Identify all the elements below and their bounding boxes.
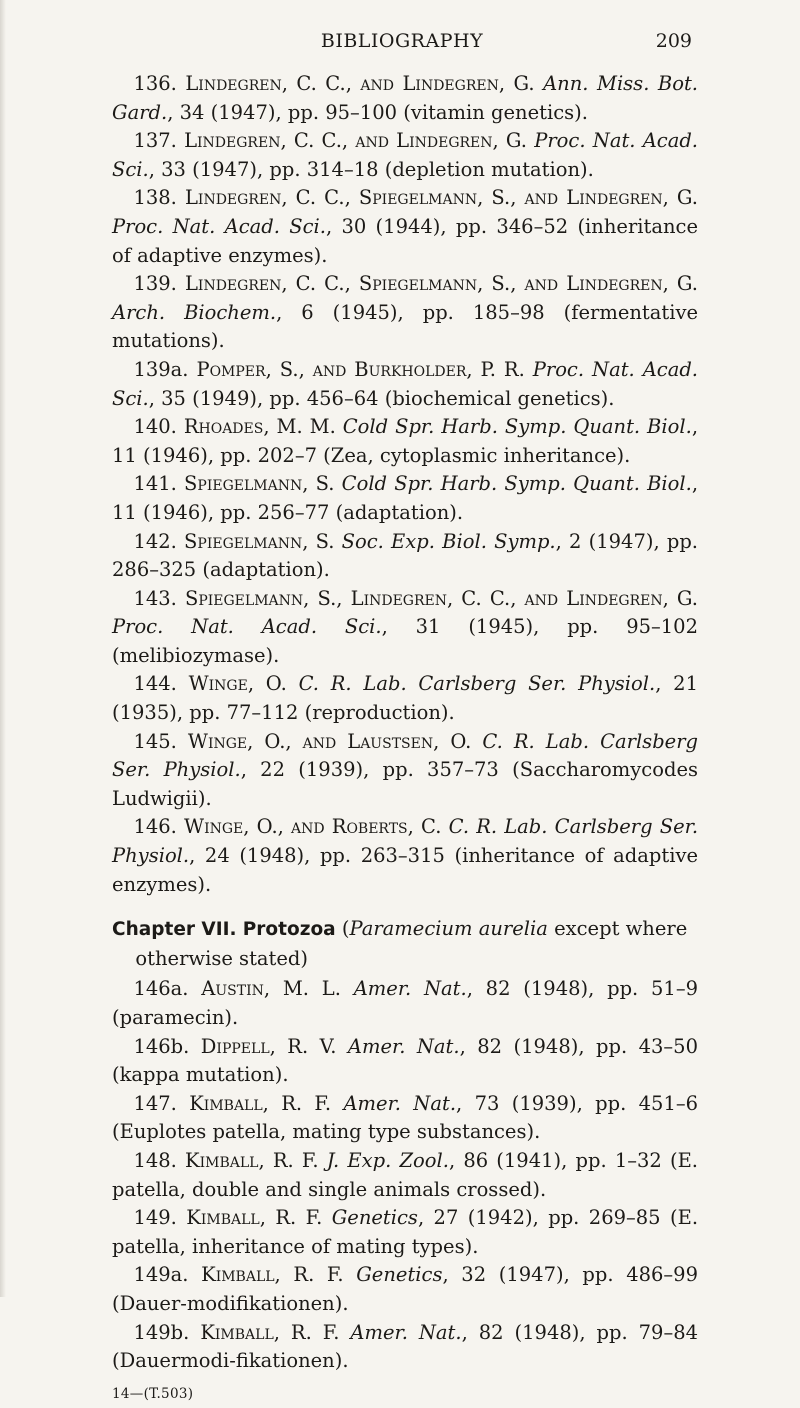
entry-authors: Spiegelmann, S. (184, 529, 335, 553)
entry-authors: Winge, O., and Roberts, C. (184, 815, 442, 839)
chapter-heading: Chapter VII. Protozoa (Paramecium aurelia except where otherwise stated) (112, 917, 688, 970)
entry-journal: C. R. Lab. Carlsberg Ser. Physiol. (112, 729, 699, 782)
bibliography-entry (112, 813, 698, 899)
entry-authors: Pomper, S., and Burkholder, P. R. (196, 357, 525, 381)
entry-journal: Proc. Nat. Acad. Sci. (112, 357, 699, 410)
entry-authors: Lindegren, C. C., and Lindegren, G. (184, 129, 528, 153)
entry-list (112, 975, 698, 1375)
chapter-subtitle-rest: except where otherwise stated) (135, 917, 688, 970)
entry-authors: Kimball, R. F. (186, 1206, 323, 1230)
entry-authors: Kimball, R. F. (185, 1148, 319, 1172)
bibliography-entry (112, 1319, 698, 1376)
entry-details: , 11 (1946), pp. 256–77 (adaptation). (112, 472, 699, 524)
entry-details: , 11 (1946), pp. 202–7 (Zea, cytoplasmic inheritance). (112, 415, 699, 467)
page-edge (0, 0, 6, 1297)
bibliography-entry (112, 1147, 698, 1204)
page-header (112, 30, 692, 56)
bibliography-entry (112, 975, 698, 1032)
entry-authors: Winge, O., and Laustsen, O. (187, 729, 472, 753)
entry-details: , 82 (1948), pp. 51–9 (paramecin). (112, 977, 698, 1029)
entry-details: , 21 (1935), pp. 77–112 (reproduction). (112, 672, 698, 725)
entry-authors: Winge, O. (188, 672, 287, 696)
printer-signature: 14—(T.503) (112, 1385, 194, 1402)
entry-authors: Kimball, R. F. (189, 1091, 332, 1115)
entry-number: 141. (133, 472, 177, 496)
entry-details: , 35 (1949), pp. 456–64 (biochemical genetics). (148, 386, 615, 410)
bibliography-entry (112, 1261, 698, 1318)
entry-authors: Kimball, R. F. (200, 1320, 340, 1344)
bibliography-entry (112, 728, 698, 814)
entry-number: 149a. (133, 1263, 189, 1287)
entry-number: 143. (133, 586, 177, 610)
entry-journal: Ann. Miss. Bot. Gard. (112, 72, 698, 124)
bibliography-entry (112, 356, 698, 413)
entry-authors: Rhoades, M. M. (183, 415, 336, 439)
entry-details: , 82 (1948), pp. 79–84 (Dauermodi-fikationen). (112, 1320, 699, 1373)
entry-details: , 32 (1947), pp. 486–99 (Dauer-modifikationen). (112, 1263, 698, 1315)
entry-number: 138. (133, 186, 177, 210)
entry-journal: C. R. Lab. Carlsberg Ser. Physiol. (298, 672, 656, 696)
entry-journal: Cold Spr. Harb. Symp. Quant. Biol. (341, 472, 692, 496)
chapter-label: Chapter VII. (112, 919, 237, 941)
bibliography-entry (112, 670, 698, 727)
bibliography-entry (112, 470, 698, 527)
entry-journal: Cold Spr. Harb. Symp. Quant. Biol. (342, 415, 692, 439)
entry-authors: Spiegelmann, S., Lindegren, C. C., and Lindegren, G. (184, 586, 698, 610)
entry-authors: Kimball, R. F. (201, 1263, 344, 1287)
entry-number: 144. (133, 672, 177, 696)
entry-number: 146a. (133, 977, 189, 1001)
bibliography-body (112, 70, 698, 1408)
entry-journal: Amer. Nat. (353, 977, 467, 1001)
entry-number: 136. (133, 72, 177, 95)
bibliography-entry (112, 127, 698, 184)
entry-details: , 82 (1948), pp. 43–50 (kappa mutation). (112, 1034, 698, 1087)
entry-number: 146. (133, 815, 177, 839)
bibliography-entry (112, 270, 698, 356)
entry-authors: Lindegren, C. C., Spiegelmann, S., and Lindegren, G. (184, 272, 698, 296)
entry-number: 148. (133, 1148, 177, 1172)
bibliography-entry (112, 528, 698, 585)
chapter-title: Protozoa (242, 919, 336, 941)
entry-journal: Genetics (356, 1263, 443, 1287)
entry-number: 147. (133, 1091, 177, 1115)
entry-number: 142. (133, 529, 177, 553)
entry-journal: Amer. Nat. (343, 1091, 457, 1115)
entry-number: 149b. (133, 1320, 190, 1344)
entry-journal: C. R. Lab. Carlsberg Ser. Physiol. (112, 815, 699, 868)
page-number: 209 (655, 30, 692, 52)
entry-journal: Proc. Nat. Acad. Sci. (112, 615, 382, 639)
entry-journal: Proc. Nat. Acad. Sci. (112, 129, 699, 181)
entry-journal: Genetics (331, 1206, 418, 1230)
bibliography-entry (112, 1033, 698, 1090)
entry-details: , 24 (1948), pp. 263–315 (inheritance of adaptive enzymes). (112, 844, 698, 896)
bibliography-entry (112, 585, 698, 671)
bibliography-entry (112, 1204, 698, 1261)
chapter-subtitle-italic: Paramecium aurelia (349, 917, 548, 941)
entry-number: 149. (133, 1206, 177, 1230)
entry-number: 139a. (133, 357, 189, 381)
entry-authors: Lindegren, C. C., Spiegelmann, S., and Lindegren, G. (184, 186, 698, 210)
entry-number: 145. (133, 729, 177, 753)
entry-details: , 33 (1947), pp. 314–18 (depletion mutation). (148, 157, 594, 181)
entry-details: , 30 (1944), pp. 346–52 (inheritance of adaptive enzymes). (112, 214, 698, 267)
entry-details: , 22 (1939), pp. 357–73 (Saccharomycodes Ludwigii). (112, 758, 698, 810)
entry-journal: J. Exp. Zool. (326, 1148, 449, 1172)
running-head: BIBLIOGRAPHY (320, 30, 484, 52)
entry-journal: Arch. Biochem. (112, 300, 277, 324)
entry-authors: Lindegren, C. C., and Lindegren, G. (185, 72, 535, 95)
entry-journal: Amer. Nat. (350, 1320, 462, 1344)
bibliography-entry (112, 70, 698, 127)
entry-number: 139. (133, 272, 177, 296)
entry-number: 140. (133, 415, 177, 439)
entry-details: , 86 (1941), pp. 1–32 (E. patella, double and single animals crossed). (112, 1148, 699, 1201)
entry-details: , 34 (1947), pp. 95–100 (vitamin genetics). (167, 100, 588, 124)
entry-authors: Austin, M. L. (201, 977, 341, 1001)
bibliography-entry (112, 1090, 698, 1147)
entry-number: 137. (133, 129, 177, 153)
entry-details: , 6 (1945), pp. 185–98 (fermentative mutations). (112, 300, 699, 353)
entry-journal: Amer. Nat. (347, 1034, 460, 1058)
entry-details: , 73 (1939), pp. 451–6 (Euplotes patella, mating type substances). (112, 1091, 699, 1144)
entry-details: , 2 (1947), pp. 286–325 (adaptation). (112, 529, 699, 582)
entry-details: , 27 (1942), pp. 269–85 (E. patella, inheritance of mating types). (112, 1206, 699, 1258)
entry-authors: Dippell, R. V. (200, 1034, 337, 1058)
entry-journal: Soc. Exp. Biol. Symp. (341, 529, 556, 553)
bibliography-entry (112, 413, 698, 470)
bibliography-entry (112, 184, 698, 270)
entry-authors: Spiegelmann, S. (184, 472, 335, 496)
entry-details: , 31 (1945), pp. 95–102 (melibiozymase). (112, 615, 698, 667)
entry-number: 146b. (133, 1034, 190, 1058)
entry-journal: Proc. Nat. Acad. Sci. (112, 214, 326, 238)
entry-list (112, 70, 698, 899)
